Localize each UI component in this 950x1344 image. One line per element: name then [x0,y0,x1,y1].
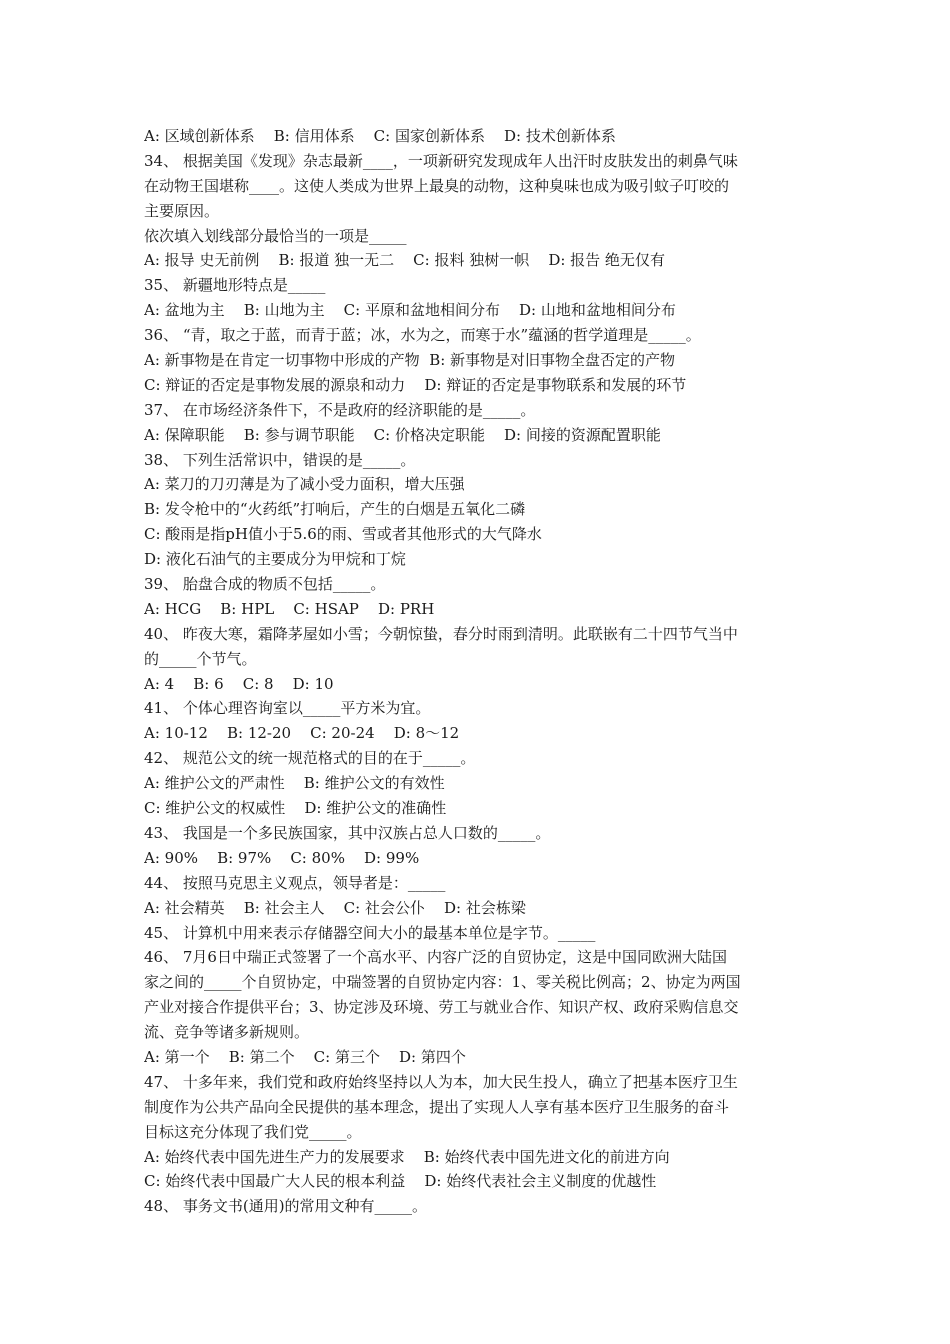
question-46-line: 46、 7月6日中瑞正式签署了一个高水平、内容广泛的自贸协定，这是中国同欧洲大陆国 [144,948,727,967]
document-page [144,124,824,1219]
question-45-line: 45、 计算机中用来表示存储器空间大小的最基本单位是字节。_____ [144,923,596,942]
text-line: 的_____个节气。 [144,649,257,668]
text-line: 依次填入划线部分最恰当的一项是_____ [144,226,407,245]
question-39-line: 39、 胎盘合成的物质不包括_____。 [144,575,386,594]
options-line: A: 社会精英 B: 社会主人 C: 社会公仆 D: 社会栋梁 [144,898,526,917]
options-line: A: 报导 史无前例 B: 报道 独一无二 C: 报料 独树一帜 D: 报告 绝无仅有 [144,251,665,270]
question-48-line: 48、 事务文书(通用)的常用文种有_____。 [144,1197,428,1216]
question-36-line: 36、 “青，取之于蓝，而青于蓝；冰，水为之，而寒于水”蕴涵的哲学道理是_____。 [144,326,701,345]
question-34-line: 34、 根据美国《发现》杂志最新____，一项新研究发现成年人出汗时皮肤发出的刺鼻气味 [144,151,738,170]
question-40-line: 40、 昨夜大寒，霜降茅屋如小雪；今朝惊蛰，春分时雨到清明。此联嵌有二十四节气当中 [144,624,738,643]
text-line: A: 区域创新体系 B: 信用体系 C: 国家创新体系 D: 技术创新体系 [144,127,616,145]
options-line: C: 酸雨是指pH值小于5.6的雨、雪或者其他形式的大气降水 [144,525,542,544]
question-41-line: 41、 个体心理咨询室以_____平方米为宜。 [144,699,431,718]
question-44-line: 44、 按照马克思主义观点，领导者是：_____ [144,873,446,892]
options-line: A: 始终代表中国先进生产力的发展要求 B: 始终代表中国先进文化的前进方向 [144,1147,670,1166]
question-47-line: 47、 十多年来，我们党和政府始终坚持以人为本，加大民生投人，确立了把基本医疗卫生 [144,1072,738,1091]
options-line: A: HCG B: HPL C: HSAP D: PRH [144,599,435,618]
text-line: 在动物王国堪称____。这使人类成为世界上最臭的动物，这种臭味也成为吸引蚊子叮咬的 [144,176,730,195]
text-line: 流、竞争等诸多新规则。 [144,1023,310,1042]
options-line: C: 始终代表中国最广大人民的根本利益 D: 始终代表社会主义制度的优越性 [144,1172,657,1191]
text-line: 家之间的_____个自贸协定，中瑞签署的自贸协定内容：1、零关税比例高；2、协定为两国 [144,973,741,992]
question-43-line: 43、 我国是一个多民族国家，其中汉族占总人口数的_____。 [144,823,551,842]
question-38-line: 38、 下列生活常识中，错误的是_____。 [144,450,416,469]
text-line: 制度作为公共产品向全民提供的基本理念，提出了实现人人享有基本医疗卫生服务的奋斗 [144,1097,730,1116]
options-line: A: 4 B: 6 C: 8 D: 10 [144,674,334,693]
text-line: 产业对接合作提供平台；3、协定涉及环境、劳工与就业合作、知识产权、政府采购信息交 [144,998,739,1017]
text-line: 主要原因。 [144,201,220,220]
options-line: A: 盆地为主 B: 山地为主 C: 平原和盆地相间分布 D: 山地和盆地相间分布 [144,301,676,320]
options-line: A: 90% B: 97% C: 80% D: 99% [144,848,420,867]
question-37-line: 37、 在市场经济条件下，不是政府的经济职能的是_____。 [144,400,536,419]
options-line: C: 维护公文的权威性 D: 维护公文的准确性 [144,799,447,818]
options-line: A: 新事物是在肯定一切事物中形成的产物 B: 新事物是对旧事物全盘否定的产物 [144,351,676,370]
options-line: D: 液化石油气的主要成分为甲烷和丁烷 [144,550,406,569]
options-line: A: 第一个 B: 第二个 C: 第三个 D: 第四个 [144,1047,466,1066]
options-line: C: 辩证的否定是事物发展的源泉和动力 D: 辩证的否定是事物联系和发展的环节 [144,375,687,394]
question-42-line: 42、 规范公文的统一规范格式的目的在于_____。 [144,749,476,768]
options-line: B: 发令枪中的“火药纸”打响后，产生的白烟是五氧化二磷 [144,500,526,519]
options-line: A: 保障职能 B: 参与调节职能 C: 价格决定职能 D: 间接的资源配置职能 [144,425,661,444]
text-line: 目标这充分体现了我们党_____。 [144,1122,362,1141]
question-35-line: 35、 新疆地形特点是_____ [144,276,326,295]
options-line: A: 维护公文的严肃性 B: 维护公文的有效性 [144,774,445,793]
options-line: A: 10-12 B: 12-20 C: 20-24 D: 8～12 [144,724,460,743]
options-line: A: 菜刀的刀刃薄是为了减小受力面积，增大压强 [144,475,465,494]
